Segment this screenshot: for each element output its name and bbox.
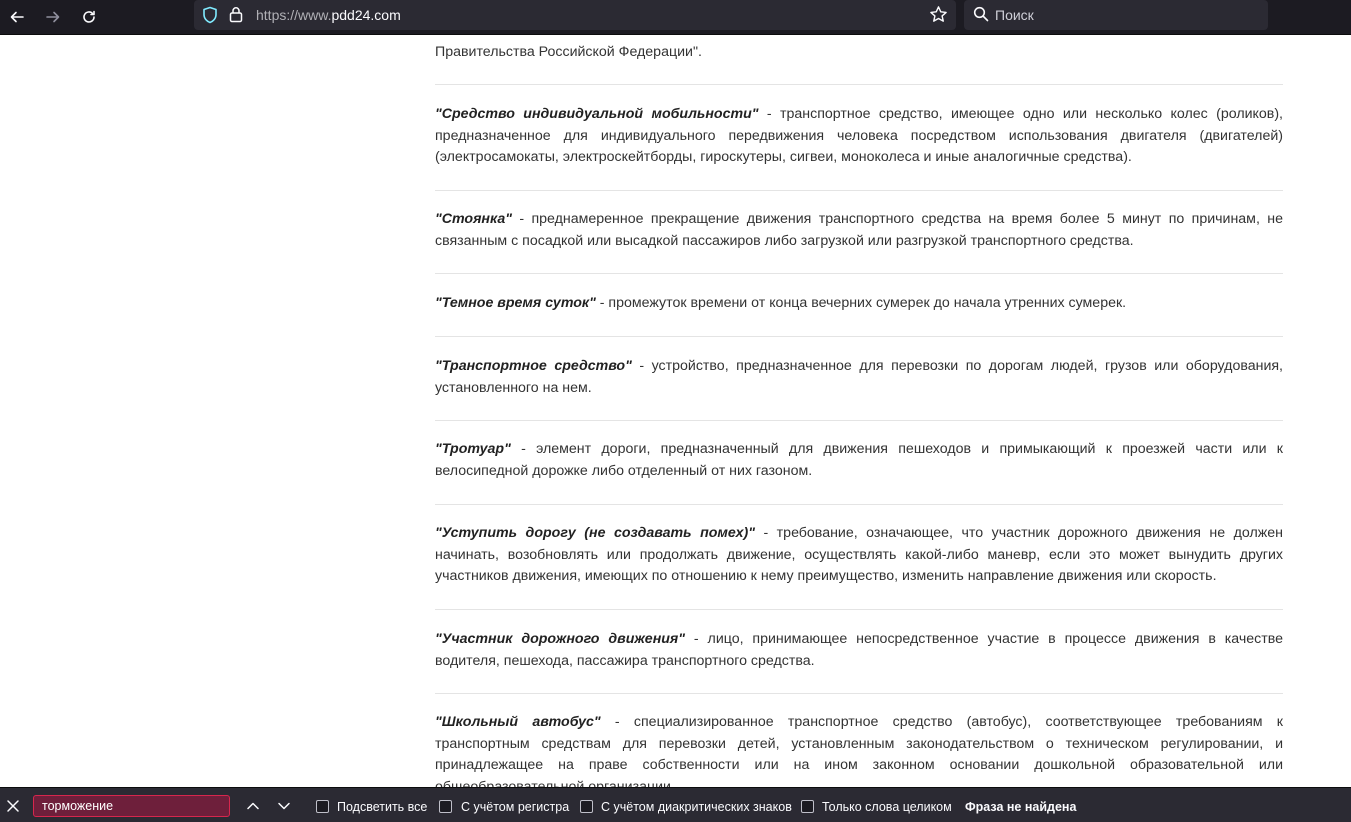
top-fragment: Правительства Российской Федерации". <box>435 44 702 60</box>
definition-entry <box>435 523 1283 588</box>
find-previous-button[interactable] <box>245 798 261 817</box>
definition-entry <box>435 712 1283 798</box>
divider <box>435 273 1283 274</box>
reload-icon <box>81 9 97 25</box>
close-find-bar-button[interactable] <box>5 798 21 817</box>
term: "Темное время суток" <box>435 295 596 311</box>
search-icon <box>973 6 989 27</box>
back-button[interactable] <box>4 4 30 30</box>
divider <box>435 693 1283 694</box>
term: "Школьный автобус" <box>435 714 601 730</box>
divider <box>435 190 1283 191</box>
divider <box>435 336 1283 337</box>
whole-words-checkbox[interactable] <box>801 800 814 813</box>
lock-icon[interactable] <box>229 6 243 28</box>
definition-entry <box>435 104 1283 169</box>
match-case-checkbox[interactable] <box>439 800 452 813</box>
whole-words-label[interactable]: Только слова целиком <box>822 800 952 814</box>
definition-entry <box>435 209 1283 252</box>
definition-text: - специализированное транспортное средство (автобус), соответствующее требованиям к транспортным средствам для перевозки детей, установленным законодательством о техническом регулировании, и принадлежащее на праве собственности или на ином законном основании дошкольной образовательной или <box>435 714 1283 773</box>
term: "Тротуар" <box>435 441 511 457</box>
divider <box>435 504 1283 505</box>
reload-button[interactable] <box>76 4 102 30</box>
tracking-protection-shield-icon[interactable] <box>202 6 218 29</box>
find-bar <box>0 787 1351 822</box>
browser-toolbar <box>0 0 1351 35</box>
chevron-up-icon <box>245 798 261 814</box>
definition-text: - элемент дороги, предназначенный для движения пешеходов и примыкающий к проезжей части или к велосипедной дорожке либо отделенный от них газоном. <box>435 441 1283 479</box>
divider <box>435 420 1283 421</box>
url-bar[interactable] <box>194 0 956 30</box>
divider <box>435 609 1283 610</box>
term: "Стоянка" <box>435 211 512 227</box>
forward-button[interactable] <box>40 4 66 30</box>
chevron-down-icon <box>276 798 292 814</box>
match-diacritics-label[interactable]: С учётом диакритических знаков <box>601 800 792 814</box>
term: "Участник дорожного движения" <box>435 631 686 647</box>
divider <box>435 84 1283 85</box>
find-status: Фраза не найдена <box>965 800 1077 814</box>
search-placeholder: Поиск <box>995 7 1034 23</box>
url-text[interactable] <box>256 7 401 23</box>
definition-text: - устройство, предназначенное для перевозки по дорогам людей, грузов или оборудования, установленного на нем. <box>435 358 1283 396</box>
close-icon <box>5 798 21 814</box>
definition-text: - преднамеренное прекращение движения транспортного средства на время более 5 минут по причинам, не связанным с посадкой или высадкой пассажиров либо загрузкой или разгрузкой транспортного средства. <box>435 211 1283 249</box>
match-case-label[interactable]: С учётом регистра <box>461 800 570 814</box>
back-arrow-icon <box>9 9 25 25</box>
definition-entry <box>435 439 1283 482</box>
definition-entry <box>435 293 1283 315</box>
search-bar[interactable] <box>964 0 1268 30</box>
term: "Уступить дорогу (не создавать помех)" <box>435 525 755 541</box>
definition-text: - лицо, принимающее непосредственное участие в процессе движения в качестве водителя, пешехода, пассажира транспортного средства. <box>435 631 1284 669</box>
definition-text: - промежуток времени от конца вечерних сумерек до начала утренних сумерек. <box>595 295 1127 311</box>
definition-text: - требование, означающее, что участник дорожного движения не должен начинать, возобновлять или продолжать движение, осуществлять какой-либо маневр, если это может вынудить других участников движения, имеющих по отношению к нему преимущество, изменить направление движения или скорость. <box>435 525 1283 584</box>
definition-entry <box>435 629 1283 672</box>
url-host: pdd24.com <box>331 7 401 23</box>
highlight-all-label[interactable]: Подсветить все <box>337 800 428 814</box>
find-input[interactable]: торможение <box>33 795 230 817</box>
definition-text: - транспортное средство, имеющее одно или несколько колес (роликов), предназначенное для индивидуального передвижения человека посредством использования двигателя (двигателей) (электросамокаты, электроскейтборды, гироскутеры, сигвеи, моноколеса и иные аналогичные средства). <box>435 106 1283 165</box>
term: "Транспортное средство" <box>435 358 632 374</box>
forward-arrow-icon <box>45 9 61 25</box>
bookmark-star-icon[interactable] <box>929 5 948 29</box>
url-prefix: https://www. <box>256 7 332 23</box>
find-next-button[interactable] <box>276 798 292 817</box>
term: "Средство индивидуальной мобильности" <box>435 106 759 122</box>
definition-entry <box>435 356 1283 399</box>
highlight-all-checkbox[interactable] <box>316 800 329 813</box>
match-diacritics-checkbox[interactable] <box>580 800 593 813</box>
